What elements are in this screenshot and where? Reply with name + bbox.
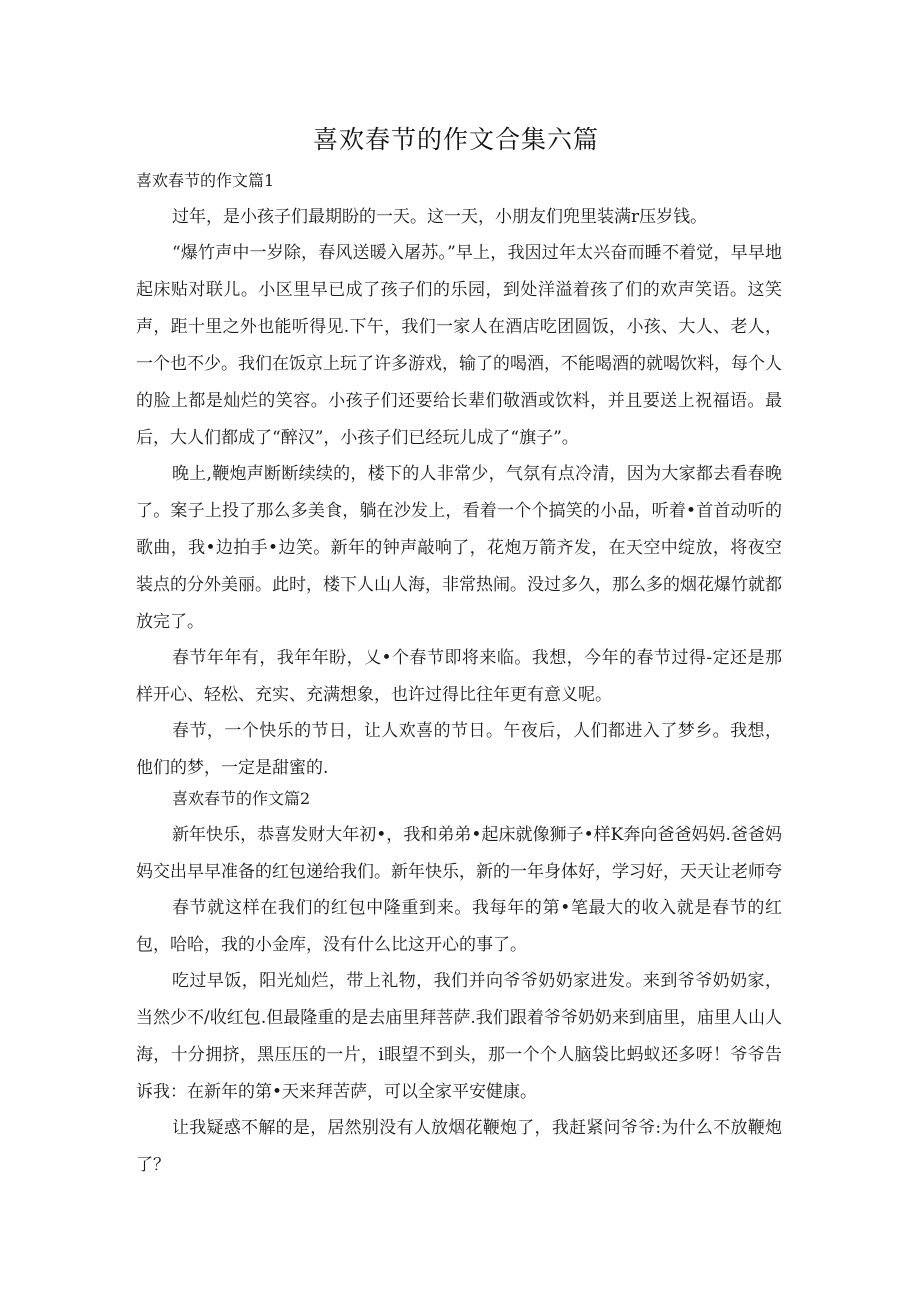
paragraph: “爆竹声中一岁除，春风送暖入屠苏。”早上，我因过年太兴奋而睡不着觉，早早地起床贴对联儿。小区里早已成了孩子们的乐园，到处洋溢着孩了们的欢声笑语。这笑声，距十里之外也能听得见.下午，我们一家人在酒店吃团圆饭，小孩、大人、老人，一个也不少。我们在饭京上玩了许多游戏，输了的喝酒，不能喝酒的就喝饮料，每个人的脸上都是灿烂的笑容。小孩子们还要给长辈们敬酒或饮料，并且要送上祝福语。最后，大人们都成了“醉汉”，小孩子们已经玩儿成了“旗子”。 (136, 243, 782, 448)
paragraph: 过年，是小孩子们最期盼的一天。这一天，小朋友们兜里装满r压岁钱。 (172, 207, 708, 227)
section-heading-1: 喜欢春节的作文篇1 (136, 171, 275, 190)
document-body (136, 168, 782, 1183)
paragraph: 吃过早饭，阳光灿烂，带上礼物，我们并向爷爷奶奶家进发。来到爷爷奶奶家，当然少不/收红包.但最隆重的是去庙里拜菩萨.我们跟着爷爷奶奶来到庙里，庙里人山人海，十分拥挤，黑压压的一片，i眼望不到头，那一个个人脑袋比蚂蚁还多呀！爷爷告诉我：在新年的第•天来拜苦萨，可以全家平安健康。 (136, 971, 782, 1102)
paragraph: 春节年年有，我年年盼，乂•个春节即将来临。我想，今年的春节过得-定还是那样开心、轻松、充实、充满想象，也许过得比往年更有意义呢。 (136, 648, 782, 705)
paragraph: 春节，一个快乐的节日，让人欢喜的节日。午夜后，人们都进入了梦乡。我想，他们的梦，一定是甜蜜的. (136, 721, 782, 778)
section-heading-2: 喜欢春节的作文篇2 (172, 789, 311, 808)
paragraph: 新年快乐，恭喜发财大年初•，我和弟弟•起床就像狮子•样K奔向爸爸妈妈.爸爸妈妈交出早早准备的红包递给我们。新年快乐，新的一年身体好，学习好，天天让老师夸 (136, 825, 782, 882)
paragraph: 春节就这样在我们的红包中隆重到来。我每年的第•笔最大的收入就是春节的红包，哈哈，我的小金库，没有什么比这开心的事了。 (136, 898, 782, 955)
paragraph: 晚上,鞭炮声断断续续的，楼下的人非常少，气氛有点冷清，因为大家都去看春晚了。案子上投了那么多美食，躺在沙发上，看着一个个搞笑的小品，听着•首首动听的歌曲，我•边拍手•边笑。新年的钟声敲响了，花炮万箭齐发，在天空中绽放，将夜空装点的分外美丽。此时，楼下人山人海，非常热闹。没过多久，那么多的烟花爆竹就都放完了。 (136, 464, 782, 632)
paragraph: 让我疑惑不解的是，居然别没有人放烟花鞭炮了，我赶紧问爷爷:为什么不放鞭炮了？ (136, 1118, 782, 1175)
document-title: 喜欢春节的作文合集六篇 (312, 125, 599, 154)
